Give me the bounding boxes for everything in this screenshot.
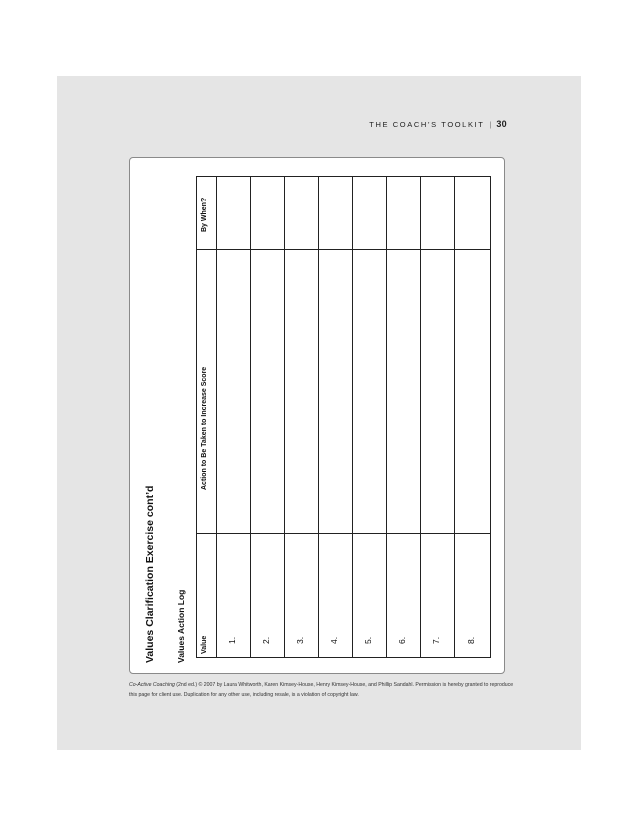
- table-border-bottom: [196, 657, 491, 658]
- row-divider: [454, 176, 455, 658]
- row-divider: [352, 176, 353, 658]
- column-header-by-when: By When?: [201, 197, 208, 232]
- column-divider: [196, 249, 491, 250]
- row-label: 3.: [295, 636, 305, 644]
- section-title: THE COACH’S TOOLKIT: [369, 119, 485, 129]
- worksheet-card: [129, 157, 505, 674]
- column-divider: [196, 533, 491, 534]
- copyright-notice: [129, 681, 519, 700]
- copyright-text: (2nd ed.) © 2007 by Laura Whitworth, Karen Kimsey-House, Henry Kimsey-House, and Phillip Sandahl. Permission is hereby granted to reproduce this page for client use. Duplication for any other use, including resale, is a violation of copyright law.: [129, 682, 514, 698]
- worksheet-title: Values Clarification Exercise cont’d: [144, 485, 156, 663]
- row-label: 2.: [261, 636, 271, 644]
- header-divider: [216, 176, 217, 658]
- column-header-value: Value: [201, 635, 208, 654]
- row-divider: [318, 176, 319, 658]
- row-label: 1.: [227, 636, 237, 644]
- table-border-left: [196, 176, 197, 658]
- row-divider: [284, 176, 285, 658]
- table-border-right: [490, 176, 491, 658]
- running-head: [369, 119, 507, 129]
- book-title: Co-Active Coaching: [129, 682, 175, 688]
- row-divider: [420, 176, 421, 658]
- row-label: 6.: [397, 636, 407, 644]
- row-divider: [386, 176, 387, 658]
- row-label: 7.: [431, 636, 441, 644]
- header-separator: |: [489, 119, 492, 129]
- table-border-top: [196, 176, 491, 177]
- column-header-action: Action to Be Taken to Increase Score: [201, 366, 208, 490]
- page-number: 30: [496, 119, 507, 129]
- row-label: 4.: [329, 636, 339, 644]
- row-divider: [250, 176, 251, 658]
- worksheet-subtitle: Values Action Log: [176, 589, 186, 663]
- row-label: 5.: [363, 636, 373, 644]
- row-label: 8.: [466, 636, 476, 644]
